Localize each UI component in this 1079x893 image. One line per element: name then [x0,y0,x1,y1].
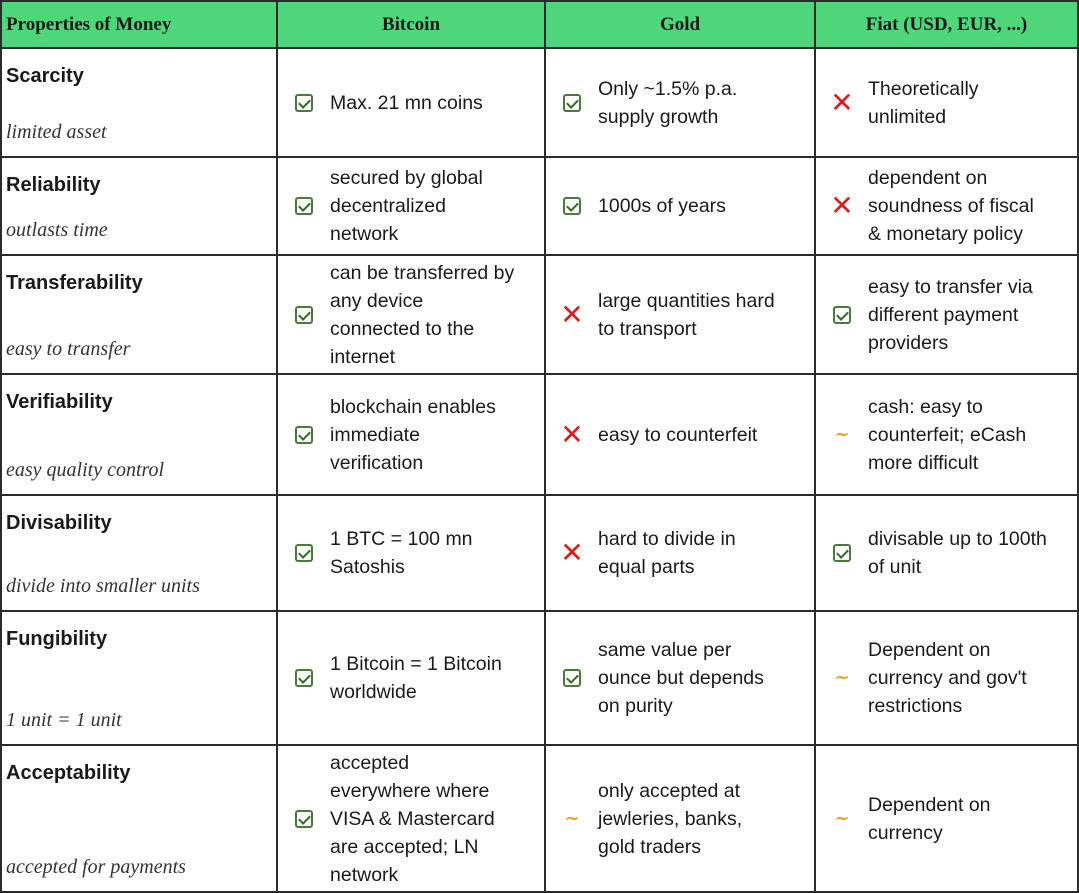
property-cell [1,255,277,374]
fiat-cell [815,255,1078,374]
bitcoin-text: 1 BTC = 100 mn Satoshis [330,528,473,578]
cross-icon: ✕ [560,417,584,451]
table-row [1,255,1078,374]
bitcoin-text: Max. 21 mn coins [330,91,483,114]
gold-cell [545,611,815,745]
check-icon [292,423,316,447]
check-icon [560,91,584,115]
property-name: Acceptability [6,762,131,784]
bitcoin-cell [277,745,545,892]
check-icon [292,541,316,565]
header-properties: Properties of Money [1,1,277,48]
property-subtitle: easy to transfer [6,338,131,360]
cross-icon: ✕ [830,189,854,222]
bitcoin-text: secured by global decentralized network [330,167,483,245]
gold-text: same value per ounce but depends on purity [598,639,764,717]
property-name: Divisability [6,512,112,534]
bitcoin-text: accepted everywhere where VISA & Mastercard are accepted; LN network [330,751,495,886]
table-row [1,157,1078,255]
bitcoin-cell [277,374,545,495]
tilde-icon: ~ [834,807,850,829]
table-body [1,48,1078,892]
property-cell [1,745,277,892]
gold-cell [545,255,815,374]
header-row [1,1,1078,48]
fiat-cell [815,495,1078,611]
property-cell [1,374,277,495]
fiat-text: Theoretically unlimited [868,77,979,128]
bitcoin-cell [277,255,545,374]
property-cell [1,48,277,157]
check-icon [292,194,316,218]
tilde-icon: ~ [564,807,580,829]
bitcoin-cell [277,495,545,611]
check-icon [292,807,316,831]
cross-icon: ✕ [830,85,854,119]
gold-cell [545,157,815,255]
fiat-text: Dependent on currency and gov't restrictions [868,639,1027,717]
fiat-cell [815,48,1078,157]
property-name: Transferability [6,272,143,294]
gold-cell [545,745,815,892]
property-cell [1,157,277,255]
gold-text: Only ~1.5% p.a. supply growth [598,77,738,128]
header-gold: Gold [545,1,815,48]
fiat-text: easy to transfer via different payment providers [868,275,1033,354]
property-name: Scarcity [6,65,84,87]
fiat-cell [815,745,1078,892]
cross-icon: ✕ [560,297,584,331]
table-row [1,745,1078,892]
bitcoin-text: can be transferred by any device connected to the internet [330,261,515,368]
fiat-text: cash: easy to counterfeit; eCash more difficult [868,395,1027,474]
property-cell [1,611,277,745]
header-bitcoin: Bitcoin [277,1,545,48]
bitcoin-cell [277,48,545,157]
gold-text: 1000s of years [598,195,726,217]
property-subtitle: divide into smaller units [6,575,200,597]
property-name: Fungibility [6,628,108,650]
table-row [1,48,1078,157]
table-row [1,374,1078,495]
property-cell [1,495,277,611]
bitcoin-text: 1 Bitcoin = 1 Bitcoin worldwide [330,653,502,703]
bitcoin-text: blockchain enables immediate verification [330,395,496,474]
check-icon [292,666,316,690]
gold-text: large quantities hard to transport [598,289,775,340]
check-icon [830,541,854,565]
property-name: Reliability [6,174,101,196]
gold-cell [545,374,815,495]
bitcoin-cell [277,611,545,745]
gold-text: easy to counterfeit [598,423,758,446]
bitcoin-cell [277,157,545,255]
property-name: Verifiability [6,391,113,413]
fiat-cell [815,374,1078,495]
check-icon [292,303,316,327]
fiat-cell [815,157,1078,255]
fiat-text: divisable up to 100th of unit [868,528,1047,578]
gold-cell [545,495,815,611]
fiat-text: dependent on soundness of fiscal & monetary policy [868,167,1034,245]
check-icon [560,194,584,218]
check-icon [292,91,316,115]
header-fiat: Fiat (USD, EUR, ...) [815,1,1078,48]
table-row [1,611,1078,745]
property-subtitle: outlasts time [6,219,108,241]
fiat-text: Dependent on currency [868,793,991,844]
tilde-icon: ~ [834,667,850,688]
gold-text: hard to divide in equal parts [598,528,736,578]
tilde-icon: ~ [834,423,850,445]
table-row [1,495,1078,611]
property-subtitle: accepted for payments [6,856,186,878]
gold-text: only accepted at jewleries, banks, gold traders [598,779,743,858]
property-subtitle: limited asset [6,121,107,143]
property-subtitle: 1 unit = 1 unit [6,709,122,731]
cross-icon: ✕ [560,536,584,569]
check-icon [560,666,584,690]
property-subtitle: easy quality control [6,459,165,481]
fiat-cell [815,611,1078,745]
check-icon [830,303,854,327]
gold-cell [545,48,815,157]
